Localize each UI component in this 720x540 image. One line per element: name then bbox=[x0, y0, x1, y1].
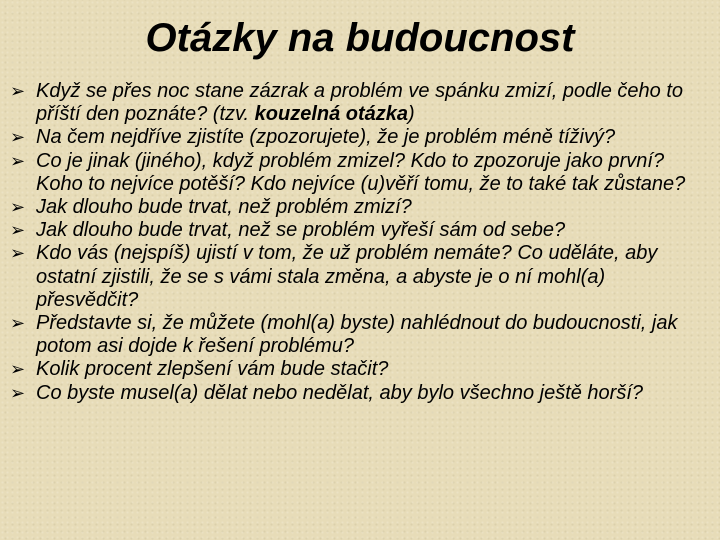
bullet-text: Co byste musel(a) dělat nebo nedělat, aby bylo všechno ještě horší? bbox=[36, 381, 644, 404]
arrow-bullet-icon: ➢ bbox=[10, 220, 26, 241]
bullet-list bbox=[10, 80, 712, 405]
arrow-bullet-icon: ➢ bbox=[10, 81, 26, 101]
arrow-bullet-icon: ➢ bbox=[10, 127, 26, 148]
arrow-bullet-icon: ➢ bbox=[10, 150, 26, 171]
bullet-text: Jak dlouho bude trvat, než problém zmizí? bbox=[36, 196, 412, 219]
bullet-text-end: ) bbox=[408, 103, 415, 126]
bullet-item bbox=[10, 382, 712, 405]
bullet-item bbox=[10, 150, 712, 196]
arrow-bullet-icon: ➢ bbox=[10, 197, 26, 218]
bullet-text: Kdo vás (nejspíš) ujistí v tom, že už problém nemáte? Co uděláte, aby ostatní zjistili, že se s vámi stala změna, a abyste je o ní mohl(a) přesvědčit? bbox=[36, 242, 658, 311]
bullet-text: Kolik procent zlepšení vám bude stačit? bbox=[36, 358, 389, 381]
arrow-bullet-icon: ➢ bbox=[10, 359, 26, 380]
bullet-text: Představte si, že můžete (mohl(a) byste) nahlédnout do budoucnosti, jak potom asi dojde k řešení problému? bbox=[36, 312, 678, 358]
bullet-item bbox=[10, 196, 712, 219]
bullet-item bbox=[10, 358, 712, 381]
bullet-emphasis: kouzelná otázka bbox=[254, 103, 409, 126]
slide-title: Otázky na budoucnost bbox=[145, 16, 575, 60]
bullet-item bbox=[10, 126, 712, 149]
bullet-item bbox=[10, 312, 712, 358]
arrow-bullet-icon: ➢ bbox=[10, 313, 26, 334]
bullet-item bbox=[10, 242, 712, 312]
bullet-text: Když se přes noc stane zázrak a problém ve spánku zmizí, podle čeho to příští den poznáte? (tzv. bbox=[36, 80, 684, 126]
bullet-text: Jak dlouho bude trvat, než se problém vyřeší sám od sebe? bbox=[36, 219, 566, 242]
bullet-item bbox=[10, 219, 712, 242]
arrow-bullet-icon: ➢ bbox=[10, 243, 26, 264]
bullet-text: Na čem nejdříve zjistíte (zpozorujete), že je problém méně tíživý? bbox=[36, 126, 616, 149]
bullet-text: Co je jinak (jiného), když problém zmizel? Kdo to zpozoruje jako první? Koho to nejvíce potěší? Kdo nejvíce (u)věří tomu, že to také tak zůstane? bbox=[36, 149, 686, 195]
arrow-bullet-icon: ➢ bbox=[10, 382, 26, 403]
bullet-item bbox=[10, 80, 712, 126]
